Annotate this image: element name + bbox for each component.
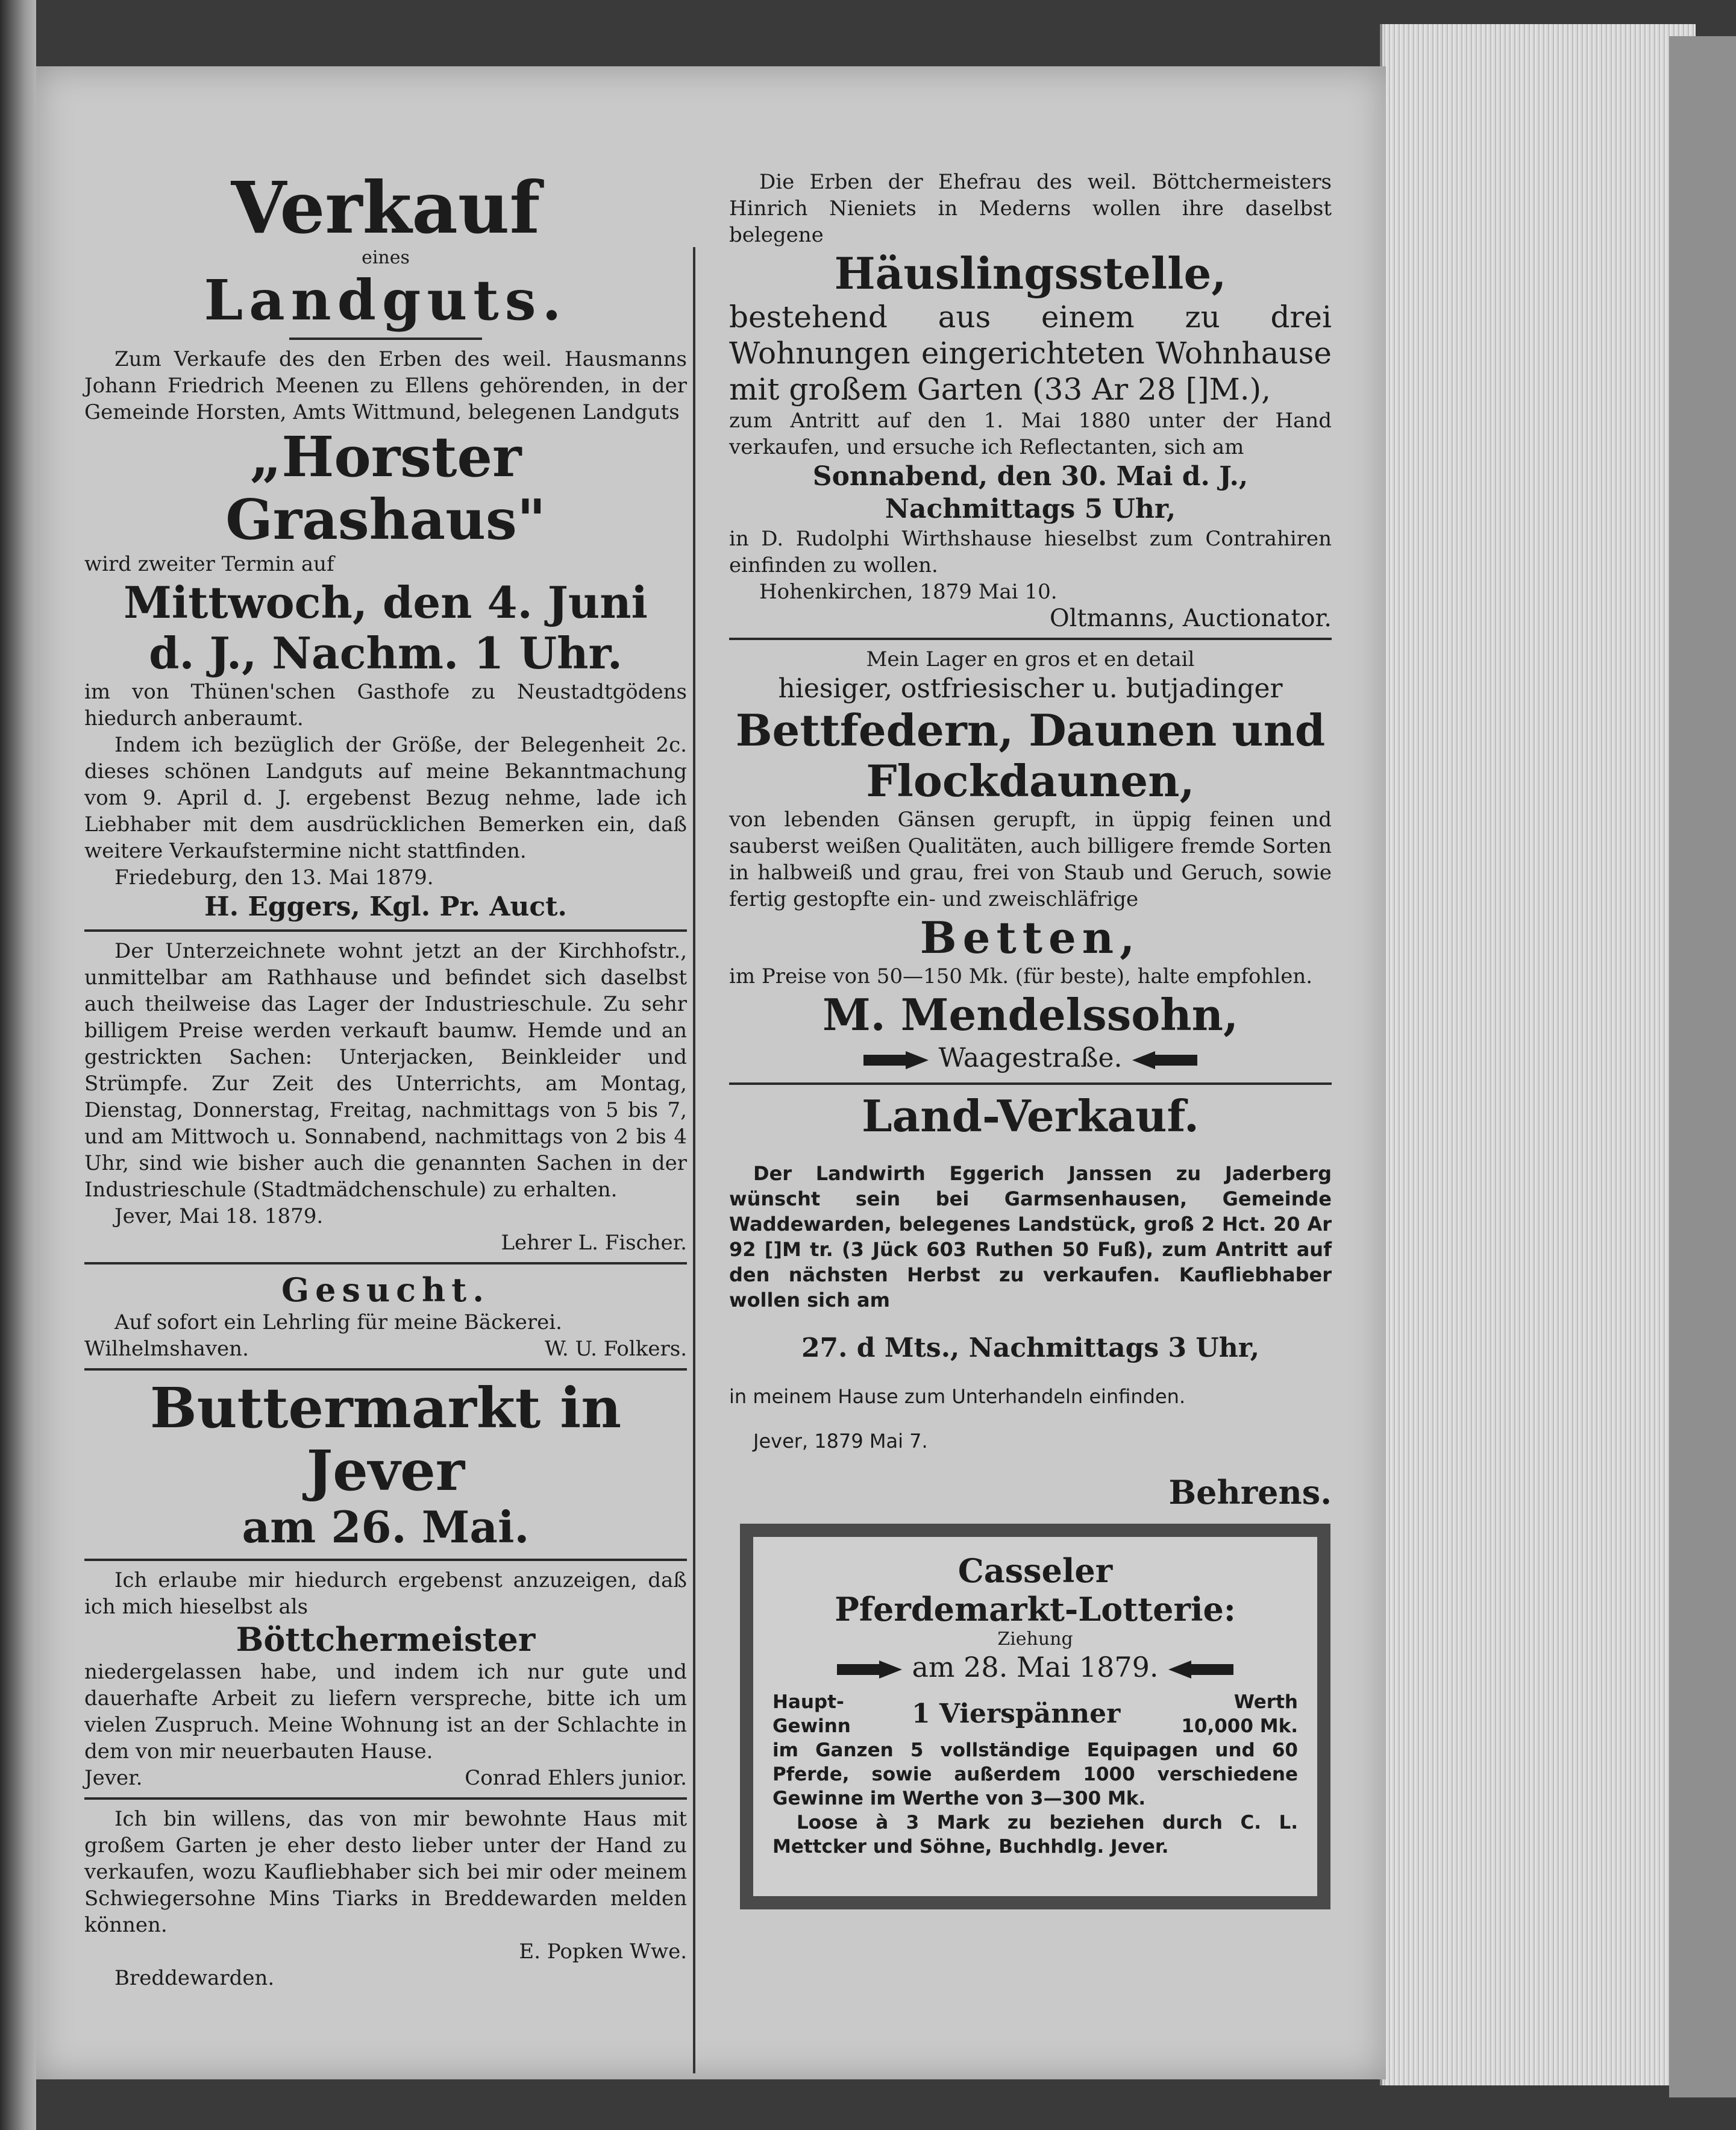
worth-label: Werth [1233,1691,1298,1713]
lottery-small: Ziehung [997,1629,1073,1650]
ad-body: im von Thünen'schen Gasthofe zu Neustadtgödens hiedurch anberaumt. [84,680,687,730]
divider [289,338,482,340]
ad-landgut [84,166,687,932]
ad-signature: Behrens. [1168,1473,1332,1512]
ad-body: Der Landwirth Eggerich Janssen zu Jaderberg wünscht sein bei Garmsenhausen, Gemeinde Waddewarden, belegenes Landstück, groß 2 Hct. 20 Ar 92 []M tr. (3 Jück 603 Ruthen 50 Fuß), zum Antritt auf den nächsten Herbst zu verkaufen. Kaufliebhaber wollen sich am [729,1162,1332,1312]
page-edges [1380,24,1696,2085]
ad-signature: Lehrer L. Fischer. [501,1231,687,1255]
prize-label: Haupt-Gewinn [772,1691,851,1737]
ad-place-date: Jever, 1879 Mai 7. [753,1430,928,1453]
prize-name: 1 Vierspänner [911,1698,1121,1729]
ad-title-3: Betten, [920,912,1141,963]
lottery-inner [753,1537,1317,1896]
divider [84,1559,687,1561]
estate-name: „Horster Grashaus" [225,424,546,552]
ad-title: Verkauf [231,166,541,250]
lottery-body: im Ganzen 5 vollständige Equipagen und 60 Pferde, sowie außerdem 1000 verschiedene Gewinne im Werthe von 3—300 Mk. [772,1739,1298,1809]
ad-subtitle: hiesiger, ostfriesischer u. butjadinger [778,673,1283,704]
ad-body: im Preise von 50—150 Mk. (für beste), halte empfohlen. [729,964,1313,988]
ad-footer [84,1336,687,1362]
ad-place-date: Jever, Mai 18. 1879. [114,1204,324,1228]
ad-buttermarkt [84,1377,687,1561]
ad-haus [84,1806,687,1991]
street-line [729,1040,1332,1076]
ad-title: Land-Verkauf. [862,1090,1199,1142]
ad-body: niedergelassen habe, und indem ich nur gute und dauerhafte Arbeit zu liefern verspreche, bitte ich um vielen Zuspruch. Meine Wohnung ist an der Schlachte in dem von mir neuerbauten Hause. [84,1660,687,1764]
ad-title: Gesucht. [281,1271,490,1309]
ad-haeuslingsstelle [729,169,1332,640]
ad-title-2: Flockdaunen, [866,755,1195,806]
ad-industrieschule [84,938,687,1264]
ad-body: in D. Rudolphi Wirthshause hieselbst zum Contrahiren einfinden zu wollen. [729,527,1332,577]
ad-place-date: Friedeburg, den 13. Mai 1879. [114,866,434,890]
lottery-title-2: Pferdemarkt-Lotterie: [835,1590,1236,1629]
ad-signature: H. Eggers, Kgl. Pr. Auct. [204,891,567,922]
ad-body: zum Antritt auf den 1. Mai 1880 unter der Hand verkaufen, und ersuche ich Reflectanten, sich am [729,409,1332,459]
pointing-hand-left-icon [1131,1050,1197,1070]
ad-body: Zum Verkaufe des den Erben des weil. Hausmanns Johann Friedrich Meenen zu Ellens gehörenden, in der Gemeinde Horsten, Amts Wittmund, belegenen Landguts [84,347,687,424]
lottery-date-line [772,1650,1298,1684]
divider [729,1082,1332,1085]
divider [84,1368,687,1371]
ad-body: in meinem Hause zum Unterhandeln einfinden. [729,1385,1186,1408]
lottery-date: am 28. Mai 1879. [912,1651,1159,1683]
ad-place-date: Hohenkirchen, 1879 Mai 10. [759,580,1058,604]
ad-gesucht [84,1271,687,1371]
ad-bettfedern [729,646,1332,1085]
ad-land-verkauf [729,1091,1332,1512]
ad-signature: Conrad Ehlers junior. [465,1766,687,1790]
ad-small-word: eines [362,247,410,268]
column-divider [693,247,695,2073]
ad-title: Böttchermeister [236,1620,536,1659]
ad-description: bestehend aus einem zu drei Wohnungen eingerichteten Wohnhause mit großem Garten (33 Ar 28 []M.), [729,300,1332,407]
sale-date: 27. d Mts., Nachmittags 3 Uhr, [801,1333,1260,1363]
ad-signature: E. Popken Wwe. [519,1940,687,1964]
ad-title: Bettfedern, Daunen und [735,705,1326,756]
ad-place: Breddewarden. [114,1966,275,1990]
left-column [84,166,687,1991]
pointing-hand-right-icon [837,1659,903,1680]
ad-place: Wilhelmshaven. [84,1337,249,1361]
prize-worth [1181,1690,1298,1738]
ad-boettcher [84,1567,687,1800]
prize-row [772,1690,1298,1738]
divider [729,638,1332,640]
ad-body: wird zweiter Termin auf [84,552,334,576]
sale-time: Nachmittags 5 Uhr, [885,494,1176,524]
divider [84,1262,687,1264]
ad-body: Ich bin willens, das von mir bewohnte Haus mit großem Garten je eher desto lieber unter der Hand zu verkaufen, wozu Kaufliebhaber sich bei mir oder meinem Schwiegersohne Mins Tiarks in Breddewarden melden können. [84,1807,687,1937]
auction-date: Mittwoch, den 4. Juni [124,577,648,628]
street-name: Waagestraße. [938,1043,1123,1073]
ad-footer [84,1765,687,1791]
ad-body: Der Unterzeichnete wohnt jetzt an der Kirchhofstr., unmittelbar am Rathhause und befindet sich daselbst auch theilweise das Lager der Industrieschule. Zu sehr billigem Preise werden verkauft baumw. Hemde und an gestrickten Sachen: Unterjacken, Beinkleider und Strümpfe. Zur Zeit des Unterrichts, am Montag, Dienstag, Donnerstag, Freitag, nachmittags von 5 bis 7, und am Mittwoch u. Sonnabend, nachmittags von 2 bis 4 Uhr, sind wie bisher auch die genannten Sachen in der Industrieschule (Stadtmädchenschule) zu erhalten. [84,939,687,1202]
ad-signature: W. U. Folkers. [544,1337,687,1361]
ad-title: Buttermarkt in Jever [149,1375,622,1503]
lottery-title: Casseler [957,1551,1113,1590]
divider [84,929,687,932]
book-gutter [0,0,36,2130]
lottery-box [740,1524,1330,1909]
ad-signature: Oltmanns, Auctionator. [1049,605,1332,632]
ad-body: Indem ich bezüglich der Größe, der Belegenheit 2c. dieses schönen Landguts auf meine Bekanntmachung vom 9. April d. J. ergebenst Bezug nehme, lade ich Liebhaber mit dem ausdrücklichen Bemerken ein, daß weitere Verkaufstermine nicht stattfinden. [84,733,687,863]
newspaper-page [36,66,1386,2079]
ad-body: Auf sofort ein Lehrling für meine Bäckerei. [114,1310,562,1334]
worth-value: 10,000 Mk. [1181,1715,1298,1737]
book-cover [1669,36,1736,2097]
ad-subtitle: Landguts. [204,268,568,333]
ad-subtitle: am 26. Mai. [242,1501,530,1553]
ad-intro: Mein Lager en gros et en detail [866,647,1195,671]
right-column [729,169,1332,1909]
pointing-hand-left-icon [1167,1659,1233,1680]
pointing-hand-right-icon [863,1050,930,1070]
ad-body: Die Erben der Ehefrau des weil. Böttchermeisters Hinrich Nieniets in Mederns wollen ihre daselbst belegene [729,170,1332,247]
auction-time: d. J., Nachm. 1 Uhr. [149,627,622,679]
ad-body: Ich erlaube mir hiedurch ergebenst anzuzeigen, daß ich mich hieselbst als [84,1568,687,1619]
ad-place: Jever. [84,1766,143,1790]
lottery-body-2: Loose à 3 Mark zu beziehen durch C. L. Mettcker und Söhne, Buchhdlg. Jever. [772,1812,1298,1858]
sale-date: Sonnabend, den 30. Mai d. J., [812,461,1249,492]
ad-body: von lebenden Gänsen gerupft, in üppig feinen und sauberst weißen Qualitäten, auch billigere fremde Sorten in halbweiß und grau, frei von Staub und Geruch, sowie fertig gestopfte ein- und zweischläfrige [729,808,1332,911]
divider [84,1797,687,1800]
merchant-name: M. Mendelssohn, [822,989,1239,1040]
ad-title: Häuslingsstelle, [834,248,1227,299]
